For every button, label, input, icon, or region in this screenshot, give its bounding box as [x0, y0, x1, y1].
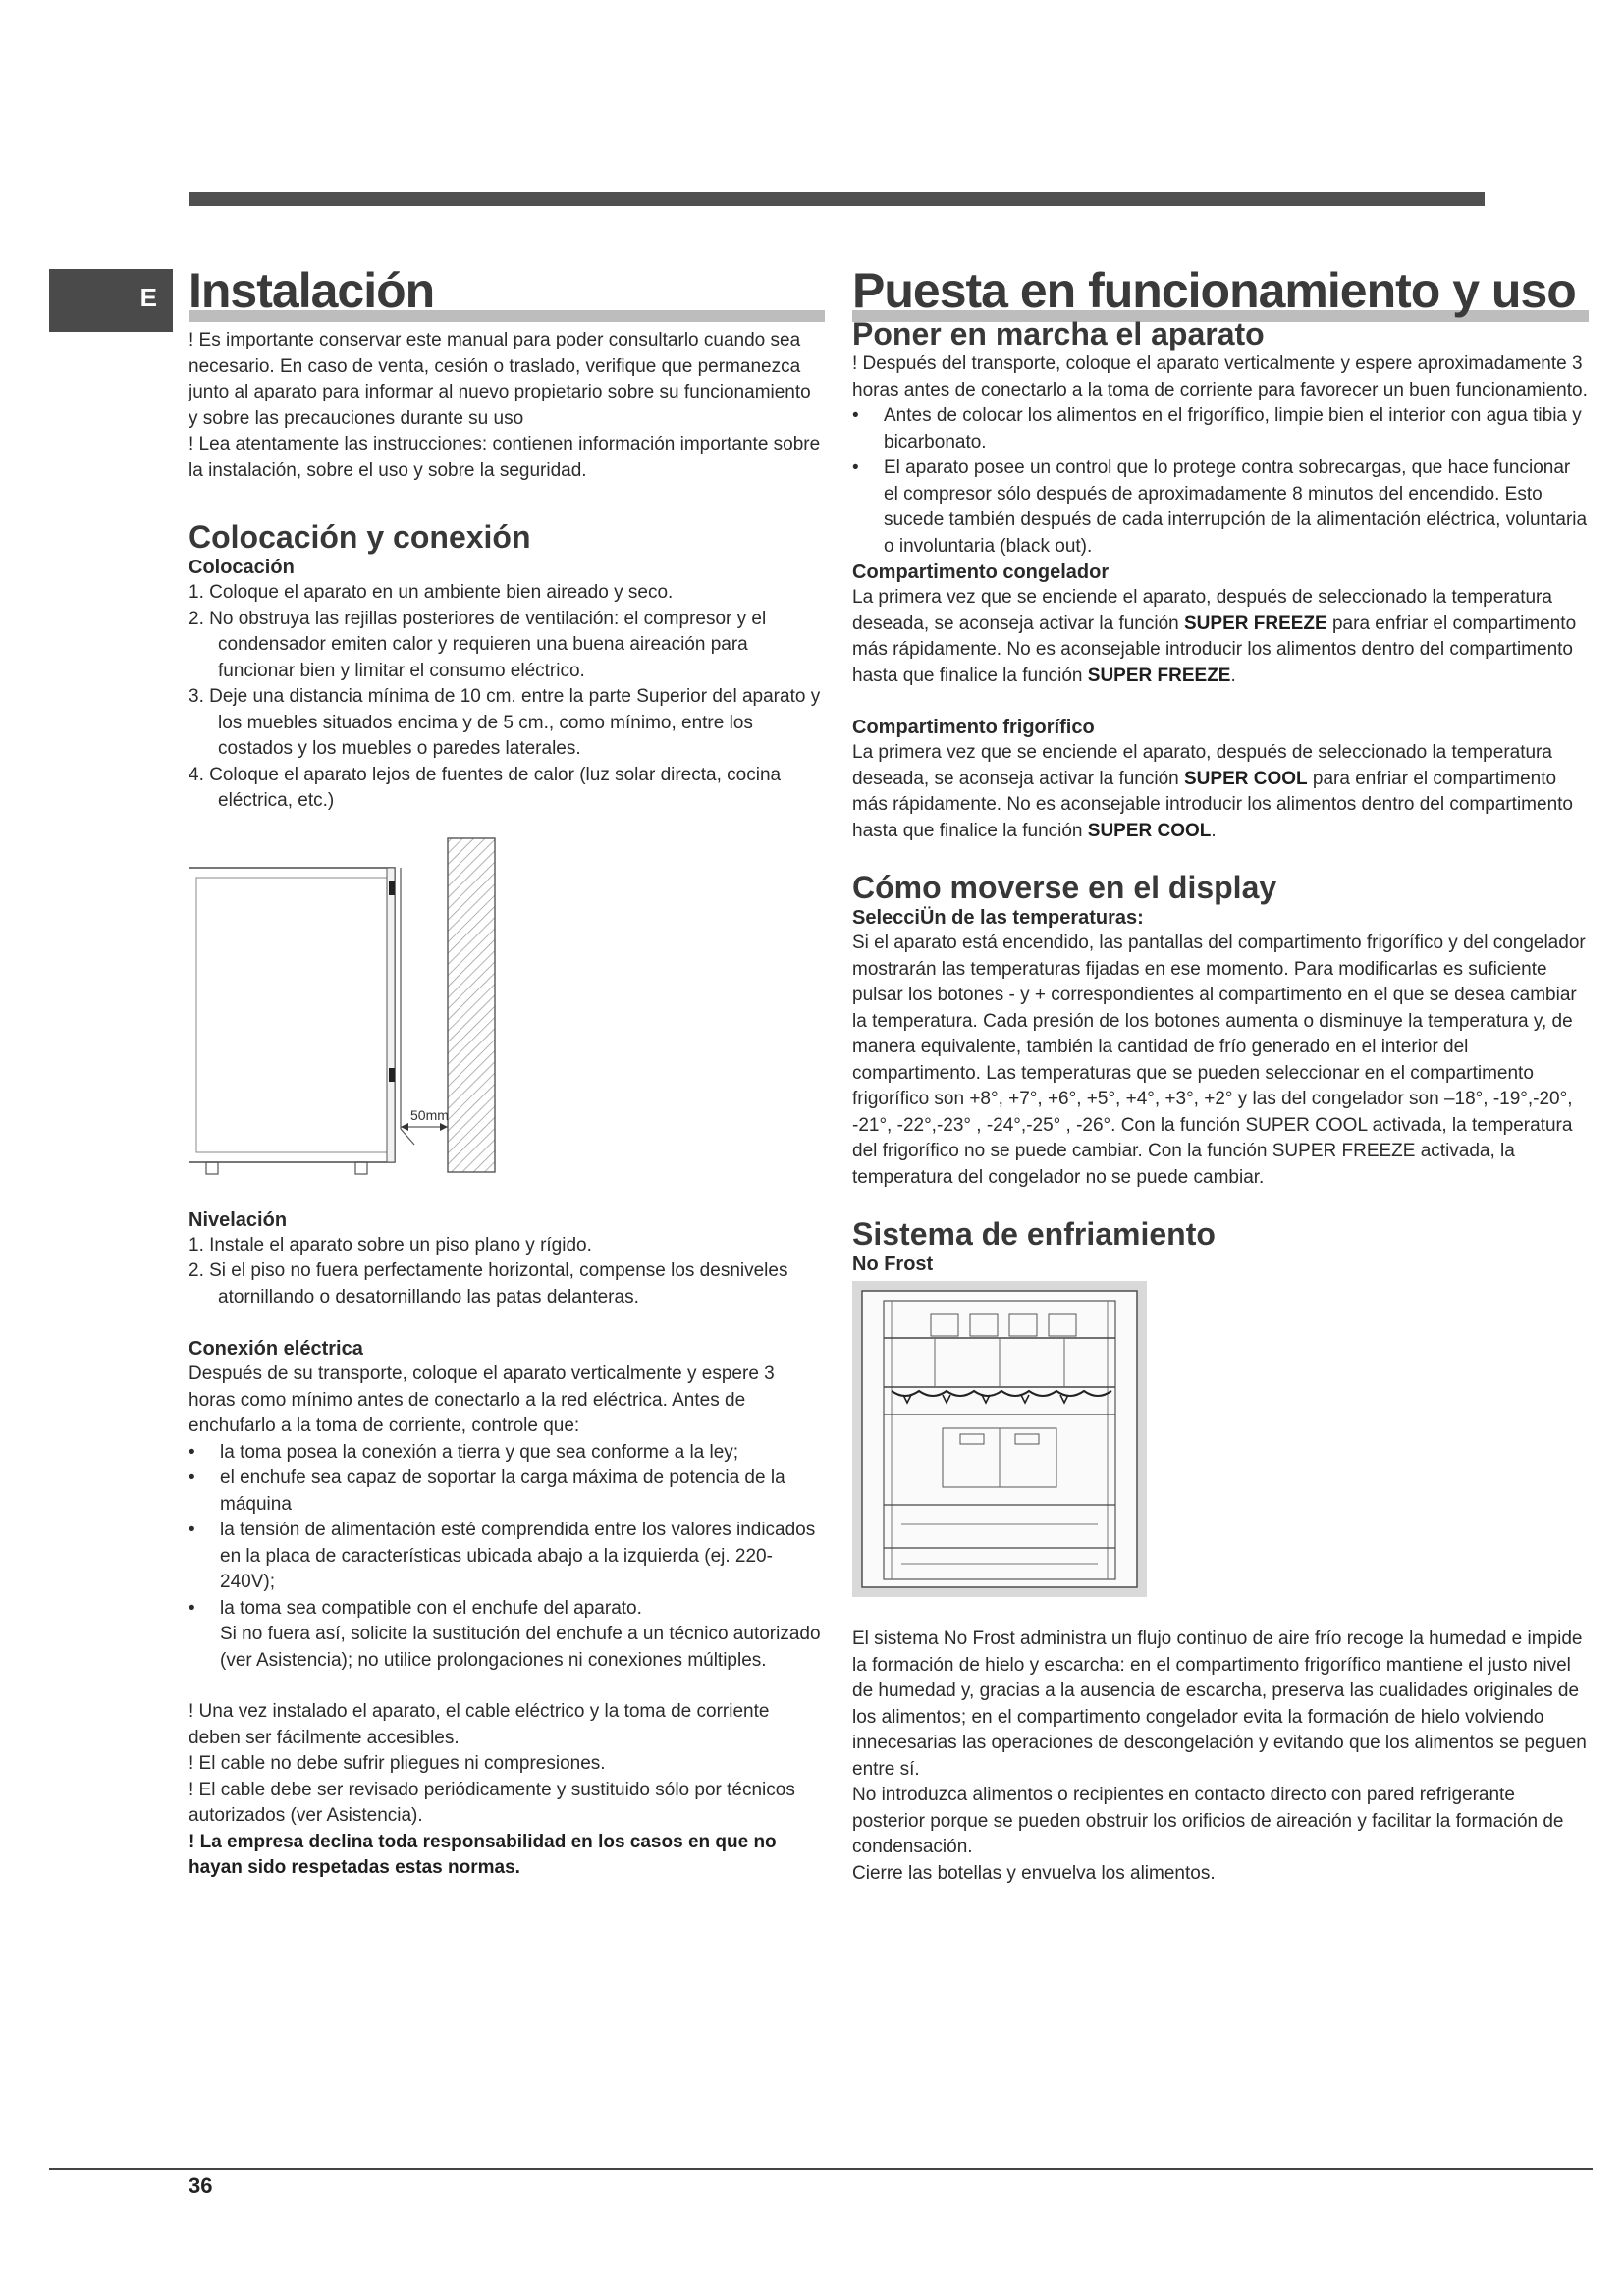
leveling-subheading: Nivelación	[189, 1208, 288, 1231]
clearance-label: 50mm	[410, 1106, 449, 1123]
placement-item: 4. Coloque el aparato lejos de fuentes de calor (luz solar directa, cocina eléctrica, etc.)	[189, 764, 782, 811]
no-frost-fridge-illustration	[852, 1281, 1147, 1597]
electrical-subheading: Conexión eléctrica	[189, 1338, 363, 1360]
placement-item: 2. No obstruya las rejillas posteriores de ventilación: el compresor y el condensador emiten calor y requieren una buena aireación para funcionar bien y limitar el consumo eléctrico.	[189, 608, 767, 681]
freezer-subheading: Compartimento congelador	[852, 561, 1110, 583]
electrical-note: Si no fuera así, solicite la sustitución del enchufe a un técnico autorizado (ver Asistencia); no utilice prolongaciones ni conexiones múltiples.	[220, 1624, 821, 1671]
no-frost-paragraph: El sistema No Frost administra un flujo continuo de aire frío recoge la humedad e impide la formación de hielo y escarcha: en el compartimento frigorífico mantiene el justo nivel de humedad y, gracias a la ausencia de escarcha, preserva las cualidades originales de los alimentos; en el compartimento congelador evita la formación de hielo volviendo innecesarias las operaciones de descongelación y evitando que los alimentos se peguen entre sí.	[852, 1629, 1587, 1780]
temperature-selection-subheading: SelecciÜn de las temperaturas:	[852, 907, 1144, 929]
start-bullet: • Antes de colocar los alimentos en el frigorífico, limpie bien el interior con agua tibia y bicarbonato.	[852, 403, 1589, 455]
placement-item: 1. Coloque el aparato en un ambiente bien aireado y seco.	[189, 582, 674, 603]
intro-paragraph: ! Es importante conservar este manual para poder consultarlo cuando sea necesario. En caso de venta, cesión o traslado, verifique que permanezca junto al aparato para informar al nuevo propietario sobre su funcionamiento y sobre las precauciones durante su uso	[189, 330, 811, 429]
right-column	[852, 263, 1589, 1887]
placement-connection-heading: Colocación y conexión	[189, 519, 531, 555]
fridge-paragraph: La primera vez que se enciende el aparato, después de seleccionado la temperatura deseada, se aconseja activar la función SUPER COOL para enfriar el compartimento más rápidamente. No es aconsejable introducir los alimentos dentro del compartimento hasta que finalice la función SUPER COOL.	[852, 742, 1573, 841]
clearance-diagram	[189, 834, 522, 1184]
start-intro: ! Después del transporte, coloque el aparato verticalmente y espere aproximadamente 3 horas antes de conectarlo a la toma de corriente para favorecer un buen funcionamiento.	[852, 353, 1588, 400]
no-frost-paragraph: No introduzca alimentos o recipientes en contacto directo con pared refrigerante posterior porque se pueden obstruir los orificios de aireación y facilitar la formación de condensación.	[852, 1785, 1564, 1857]
freezer-paragraph: La primera vez que se enciende el aparato, después de seleccionado la temperatura deseada, se aconseja activar la función SUPER FREEZE para enfriar el compartimento más rápidamente. No es aconsejable introducir los alimentos dentro del compartimento hasta que finalice la función SUPER FREEZE.	[852, 587, 1577, 686]
display-heading: Cómo moverse en el display	[852, 870, 1277, 905]
page-number: 36	[189, 2173, 213, 2198]
warning-paragraph: ! Una vez instalado el aparato, el cable eléctrico y la toma de corriente deben ser fácilmente accesibles.	[189, 1701, 770, 1748]
placement-subheading: Colocación	[189, 557, 295, 578]
start-bullet: • El aparato posee un control que lo protege contra sobrecargas, que hace funcionar el compresor sólo después de aproximadamente 8 minutos del encendido. Esto sucede también después de cada interrupción de la alimentación eléctrica, voluntaria o involuntaria (black out).	[852, 455, 1589, 560]
electrical-bullet: • la toma sea compatible con el enchufe del aparato.	[189, 1596, 825, 1623]
warning-paragraph: ! El cable debe ser revisado periódicamente y sustituido sólo por técnicos autorizados (ver Asistencia).	[189, 1779, 795, 1826]
leveling-item: 1. Instale el aparato sobre un piso plano y rígido.	[189, 1234, 592, 1255]
super-cool-label: SUPER COOL	[1087, 820, 1212, 841]
super-cool-label: SUPER COOL	[1184, 768, 1308, 789]
clearance-diagram-drawing	[189, 834, 522, 1184]
electrical-intro: Después de su transporte, coloque el aparato verticalmente y espere 3 horas como mínimo antes de conectarlo a la red eléctrica. Antes de enchufarlo a la toma de corriente, controle que:	[189, 1363, 775, 1436]
electrical-bullet: • la tensión de alimentación esté comprendida entre los valores indicados en la placa de características ubicada abajo a la izquierda (ej. 220-240V);	[189, 1518, 825, 1596]
cooling-system-heading: Sistema de enfriamiento	[852, 1216, 1216, 1252]
warning-paragraph: ! El cable no debe sufrir pliegues ni compresiones.	[189, 1753, 606, 1774]
footer-rule	[49, 2168, 1593, 2170]
fridge-drawing	[852, 1281, 1147, 1597]
installation-title: Instalación	[189, 263, 435, 318]
intro-paragraph: ! Lea atentamente las instrucciones: contienen información importante sobre la instalación, sobre el uso y sobre la seguridad.	[189, 434, 821, 481]
super-freeze-label: SUPER FREEZE	[1087, 665, 1231, 686]
display-paragraph: Si el aparato está encendido, las pantallas del compartimento frigorífico y del congelador mostrarán las temperaturas fijadas en ese momento. Para modificarlas es suficiente pulsar los botones - y + correspondientes al compartimento en el que se desea cambiar la temperatura. Cada presión de los botones aumenta o disminuye la temperatura y, de manera equivalente, también la cantidad de frío generado en el interior del compartimento. Las temperaturas que se pueden seleccionar en el compartimento frigorífico son +8°, +7°, +6°, +5°, +4°, +3°, +2° y las del congelador son –18°, -19°,-20°, -21°, -22°,-23° , -24°,-25° , -26°. Con la función SUPER COOL activada, la temperatura del frigorífico no se puede cambiar. Con la función SUPER FREEZE activada, la temperatura del congelador no se puede cambiar.	[852, 933, 1586, 1188]
fridge-subheading: Compartimento frigorífico	[852, 717, 1095, 738]
left-column	[189, 263, 825, 1882]
top-rule	[189, 192, 1485, 206]
operation-title: Puesta en funcionamiento y uso	[852, 263, 1576, 318]
electrical-bullet: • la toma posea la conexión a tierra y que sea conforme a la ley;	[189, 1440, 825, 1467]
leveling-item: 2. Si el piso no fuera perfectamente horizontal, compense los desniveles atornillando o desatornillando las patas delanteras.	[189, 1260, 788, 1308]
placement-item: 3. Deje una distancia mínima de 10 cm. entre la parte Superior del aparato y los muebles situados encima y de 5 cm., como mínimo, entre los costados y los muebles o paredes laterales.	[189, 686, 821, 759]
no-frost-paragraph: Cierre las botellas y envuelva los alimentos.	[852, 1862, 1216, 1884]
language-letter: E	[139, 283, 157, 312]
language-tab	[49, 269, 173, 332]
super-freeze-label: SUPER FREEZE	[1184, 613, 1327, 634]
no-frost-subheading: No Frost	[852, 1254, 934, 1275]
liability-warning: ! La empresa declina toda responsabilidad en los casos en que no hayan sido respetadas estas normas.	[189, 1831, 777, 1878]
electrical-bullet: • el enchufe sea capaz de soportar la carga máxima de potencia de la máquina	[189, 1466, 825, 1518]
start-appliance-heading: Poner en marcha el aparato	[852, 316, 1265, 351]
